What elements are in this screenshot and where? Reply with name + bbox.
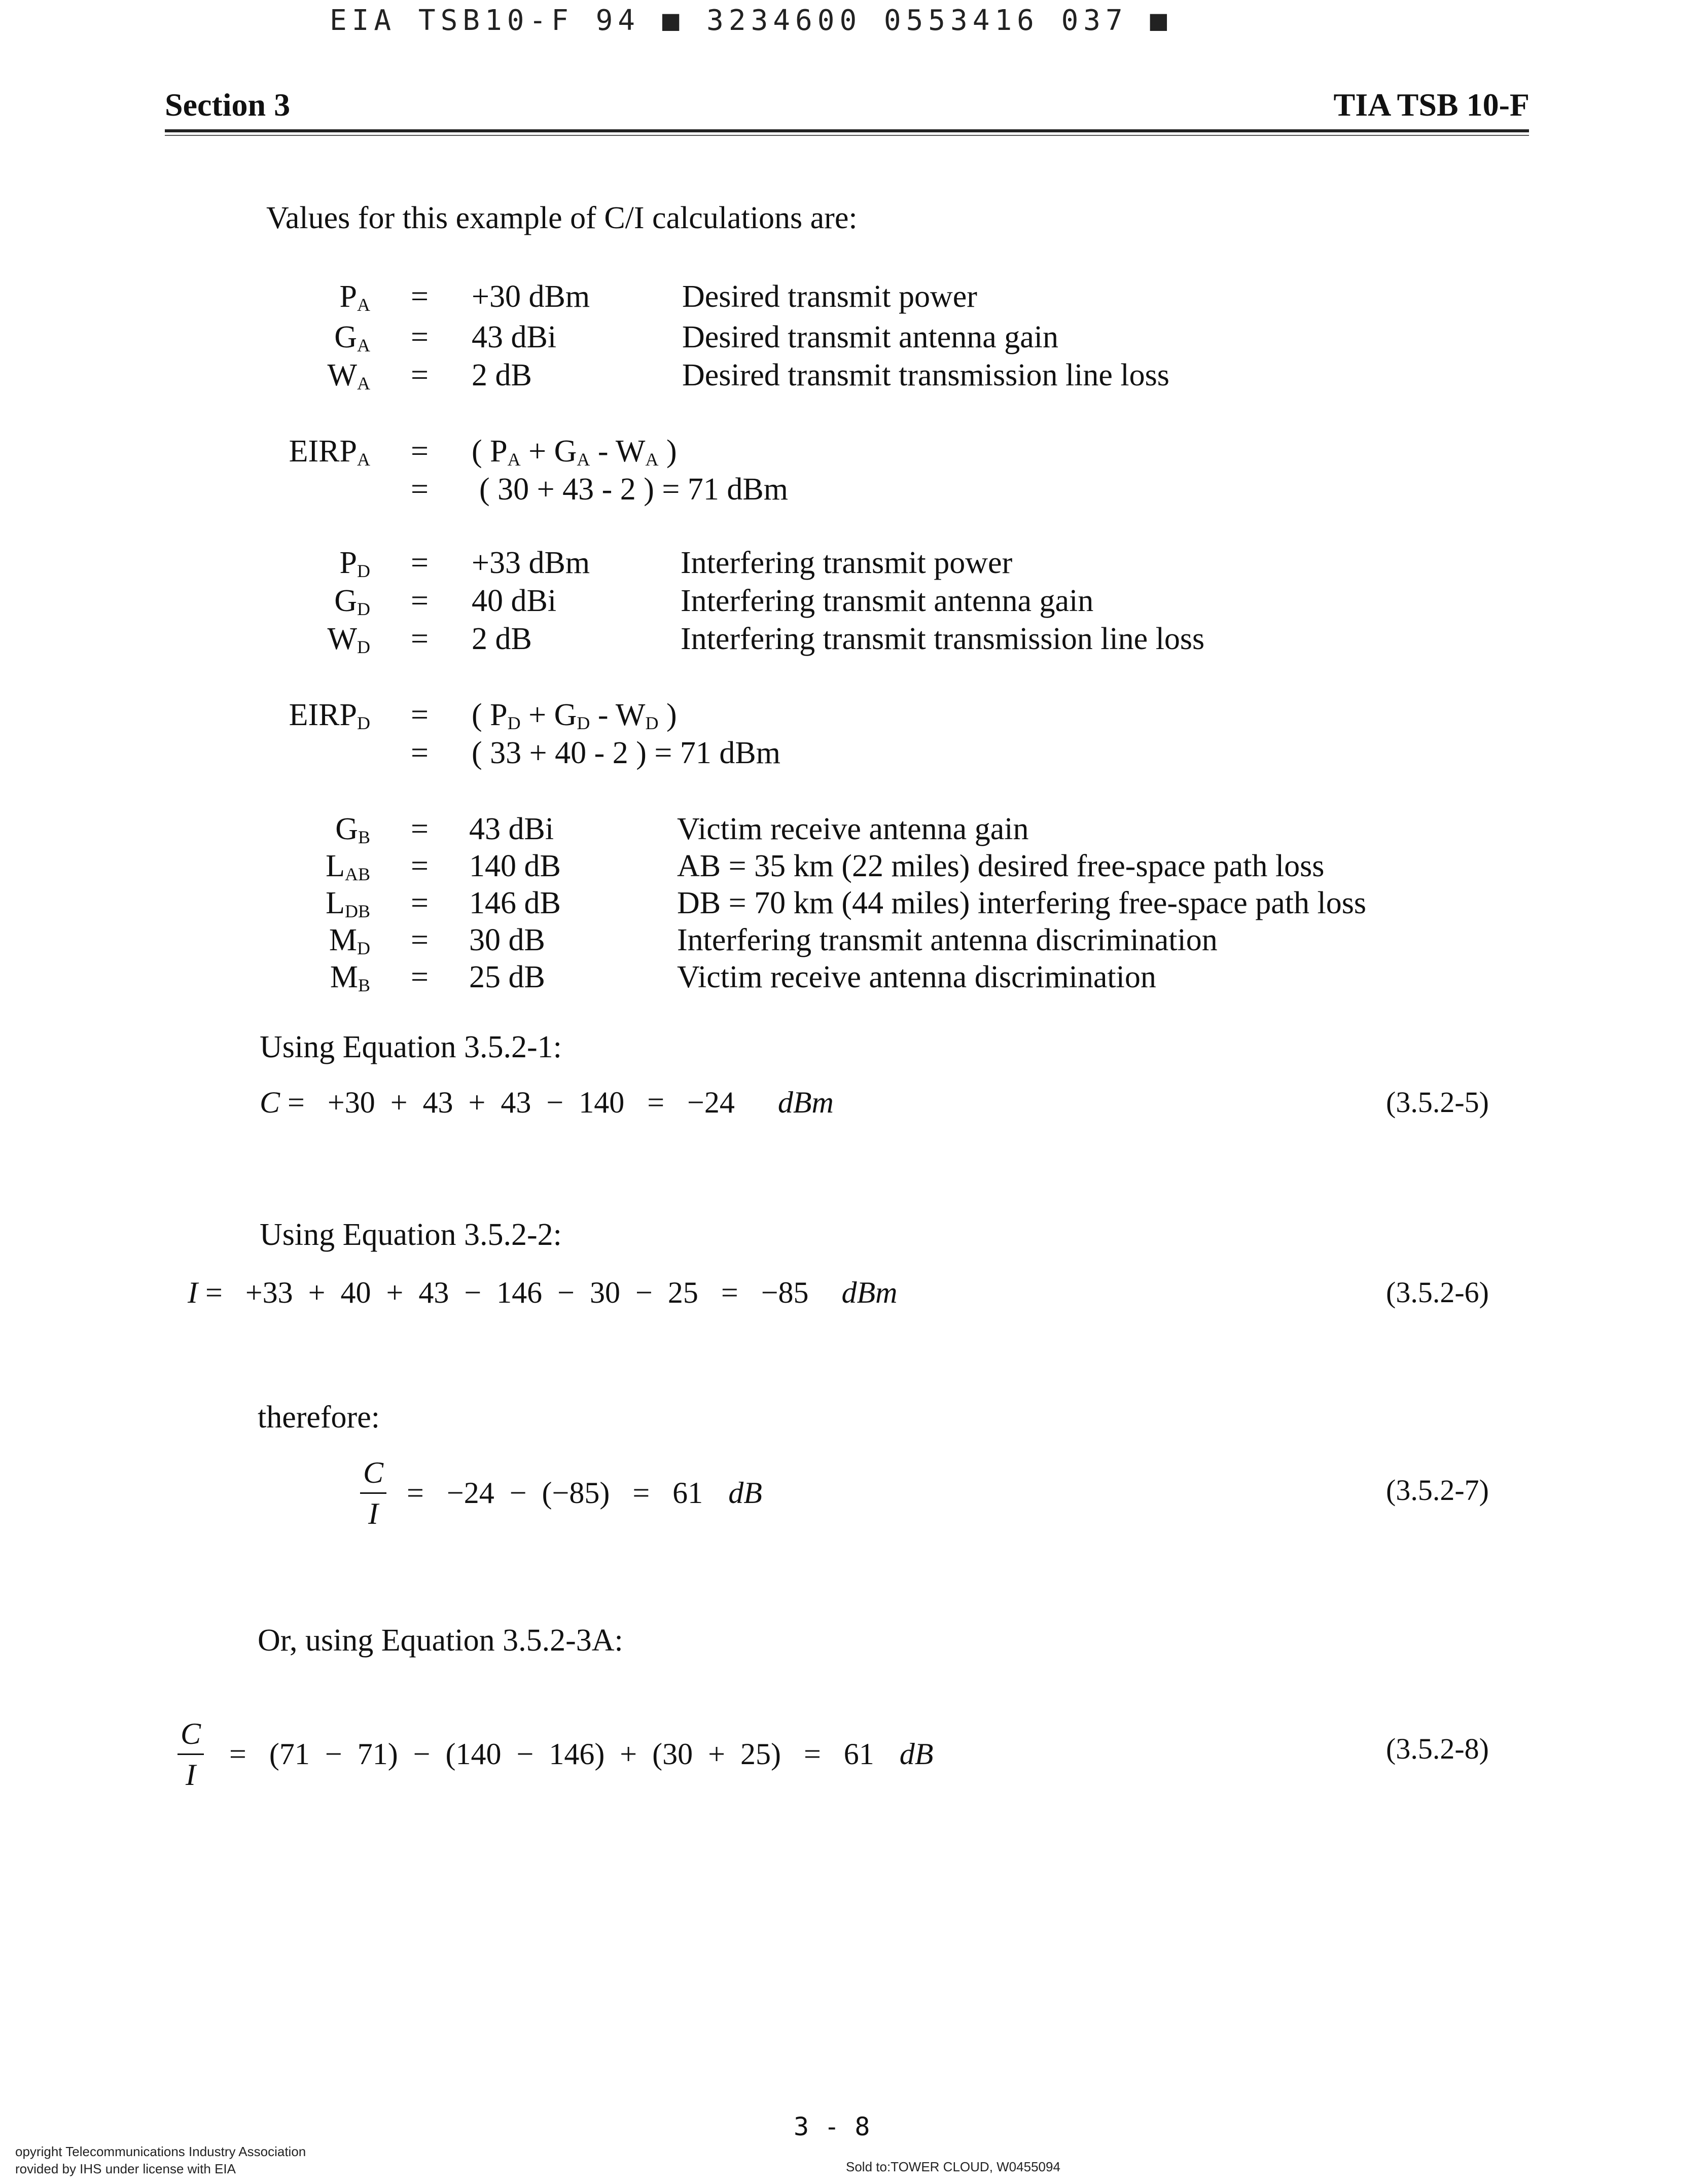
equals-sign: = — [411, 960, 429, 994]
var-value: 2 dB — [472, 358, 532, 392]
eq-lhs: C — [260, 1086, 280, 1119]
using-eq-2: Using Equation 3.5.2-2: — [260, 1218, 562, 1252]
fraction-c-over-i: $\frac{C}{I}$ — [177, 1714, 204, 1795]
var-description: Desired transmit antenna gain — [682, 320, 1059, 354]
eq-tag: (3.5.2-5) — [1386, 1086, 1489, 1119]
section-label: Section 3 — [165, 87, 291, 123]
eirp-d-symbol: $EIRP_D$ — [289, 698, 370, 733]
var-description: Interfering transmit antenna discrimination — [677, 923, 1218, 957]
var-value: 25 dB — [469, 960, 545, 994]
var-description: Desired transmit transmission line loss — [682, 358, 1169, 392]
eq-expr: = (71 − 71) − (140 − 146) + (30 + 25) = 61 — [229, 1737, 874, 1771]
eq-tag: (3.5.2-6) — [1386, 1276, 1489, 1309]
equals-sign: = — [411, 736, 429, 770]
intro-text: Values for this example of C/I calculations are: — [266, 201, 858, 235]
var-description: Victim receive antenna discrimination — [677, 960, 1156, 994]
var-symbol: $P_D$ — [339, 546, 370, 581]
var-symbol: $L_{DB}$ — [326, 886, 370, 921]
using-eq-1: Using Equation 3.5.2-1: — [260, 1030, 562, 1064]
var-description: Interfering transmit antenna gain — [681, 584, 1094, 618]
equation-3-5-2-6 — [188, 1275, 898, 1310]
var-value: 30 dB — [469, 923, 545, 957]
fraction-c-over-i: $\frac{C}{I}$ — [360, 1453, 386, 1533]
var-description: AB = 35 km (22 miles) desired free-space path loss — [677, 849, 1325, 883]
equals-sign: = — [411, 849, 429, 883]
eirp-a-formula: ( $P_A + G_A - W_A$ ) — [472, 434, 677, 470]
scan-header-code: EIA TSB10-F 94 ■ 3234600 0553416 037 ■ — [330, 4, 1172, 37]
var-symbol: $W_A$ — [327, 358, 370, 393]
eq-expr: = −24 − (−85) = 61 — [407, 1476, 703, 1510]
eq-expr: = +33 + 40 + 43 − 146 − 30 − 25 = −85 — [205, 1276, 809, 1309]
equals-sign: = — [411, 584, 429, 618]
var-symbol: $M_D$ — [329, 923, 370, 958]
var-value: +33 dBm — [472, 546, 590, 580]
eirp-d-result: ( 33 + 40 - 2 ) = 71 dBm — [472, 736, 780, 770]
equals-sign: = — [411, 546, 429, 580]
eq-unit: dBm — [841, 1276, 898, 1309]
equation-3-5-2-7 — [360, 1453, 762, 1533]
equals-sign: = — [411, 923, 429, 957]
therefore-text: therefore: — [258, 1400, 380, 1435]
equals-sign: = — [411, 622, 429, 656]
var-description: DB = 70 km (44 miles) interfering free-space path loss — [677, 886, 1366, 920]
var-value: +30 dBm — [472, 279, 590, 314]
eirp-d-formula: ( $P_D + G_D - W_D$ ) — [472, 698, 677, 733]
var-symbol: $L_{AB}$ — [326, 849, 370, 884]
var-symbol: $G_B$ — [335, 812, 370, 847]
equation-3-5-2-5 — [260, 1085, 834, 1120]
var-value: 140 dB — [469, 849, 561, 883]
header-rule-thin — [165, 135, 1529, 136]
document-id: TIA TSB 10-F — [1333, 87, 1530, 123]
eq-unit: dB — [899, 1737, 934, 1771]
var-value: 146 dB — [469, 886, 561, 920]
equation-3-5-2-8 — [177, 1714, 933, 1795]
footer-sold-to: Sold to:TOWER CLOUD, W0455094 — [846, 2159, 1060, 2174]
eq-lhs: I — [188, 1276, 198, 1309]
var-description: Victim receive antenna gain — [677, 812, 1029, 846]
var-symbol: $G_D$ — [334, 584, 370, 619]
eirp-a-result: ( 30 + 43 - 2 ) = 71 dBm — [479, 472, 788, 507]
equals-sign: = — [411, 886, 429, 920]
eq-unit: dBm — [777, 1086, 834, 1119]
eq-tag: (3.5.2-8) — [1386, 1732, 1489, 1765]
eq-tag: (3.5.2-7) — [1386, 1474, 1489, 1507]
footer-license: rovided by IHS under license with EIA — [15, 2161, 236, 2176]
var-value: 2 dB — [472, 622, 532, 656]
equals-sign: = — [411, 434, 429, 469]
var-symbol: $M_B$ — [330, 960, 370, 995]
equals-sign: = — [411, 320, 429, 354]
eq-expr: = +30 + 43 + 43 − 140 = −24 — [288, 1086, 735, 1119]
var-value: 43 dBi — [469, 812, 554, 846]
var-value: 40 dBi — [472, 584, 557, 618]
eq-unit: dB — [728, 1476, 762, 1510]
var-description: Interfering transmit transmission line loss — [681, 622, 1205, 656]
equals-sign: = — [411, 279, 429, 314]
var-symbol: $W_D$ — [327, 622, 370, 657]
equals-sign: = — [411, 812, 429, 846]
page-number: 3 - 8 — [794, 2112, 870, 2141]
var-symbol: $P_A$ — [339, 279, 370, 315]
equals-sign: = — [411, 472, 429, 507]
var-symbol: $G_A$ — [334, 320, 370, 355]
eirp-a-symbol: $EIRP_A$ — [289, 434, 370, 470]
using-eq-3a: Or, using Equation 3.5.2-3A: — [258, 1623, 623, 1658]
var-description: Interfering transmit power — [681, 546, 1013, 580]
equals-sign: = — [411, 698, 429, 732]
equals-sign: = — [411, 358, 429, 392]
header-rule — [165, 129, 1529, 132]
var-description: Desired transmit power — [682, 279, 977, 314]
footer-copyright: opyright Telecommunications Industry Association — [15, 2144, 306, 2159]
var-value: 43 dBi — [472, 320, 557, 354]
